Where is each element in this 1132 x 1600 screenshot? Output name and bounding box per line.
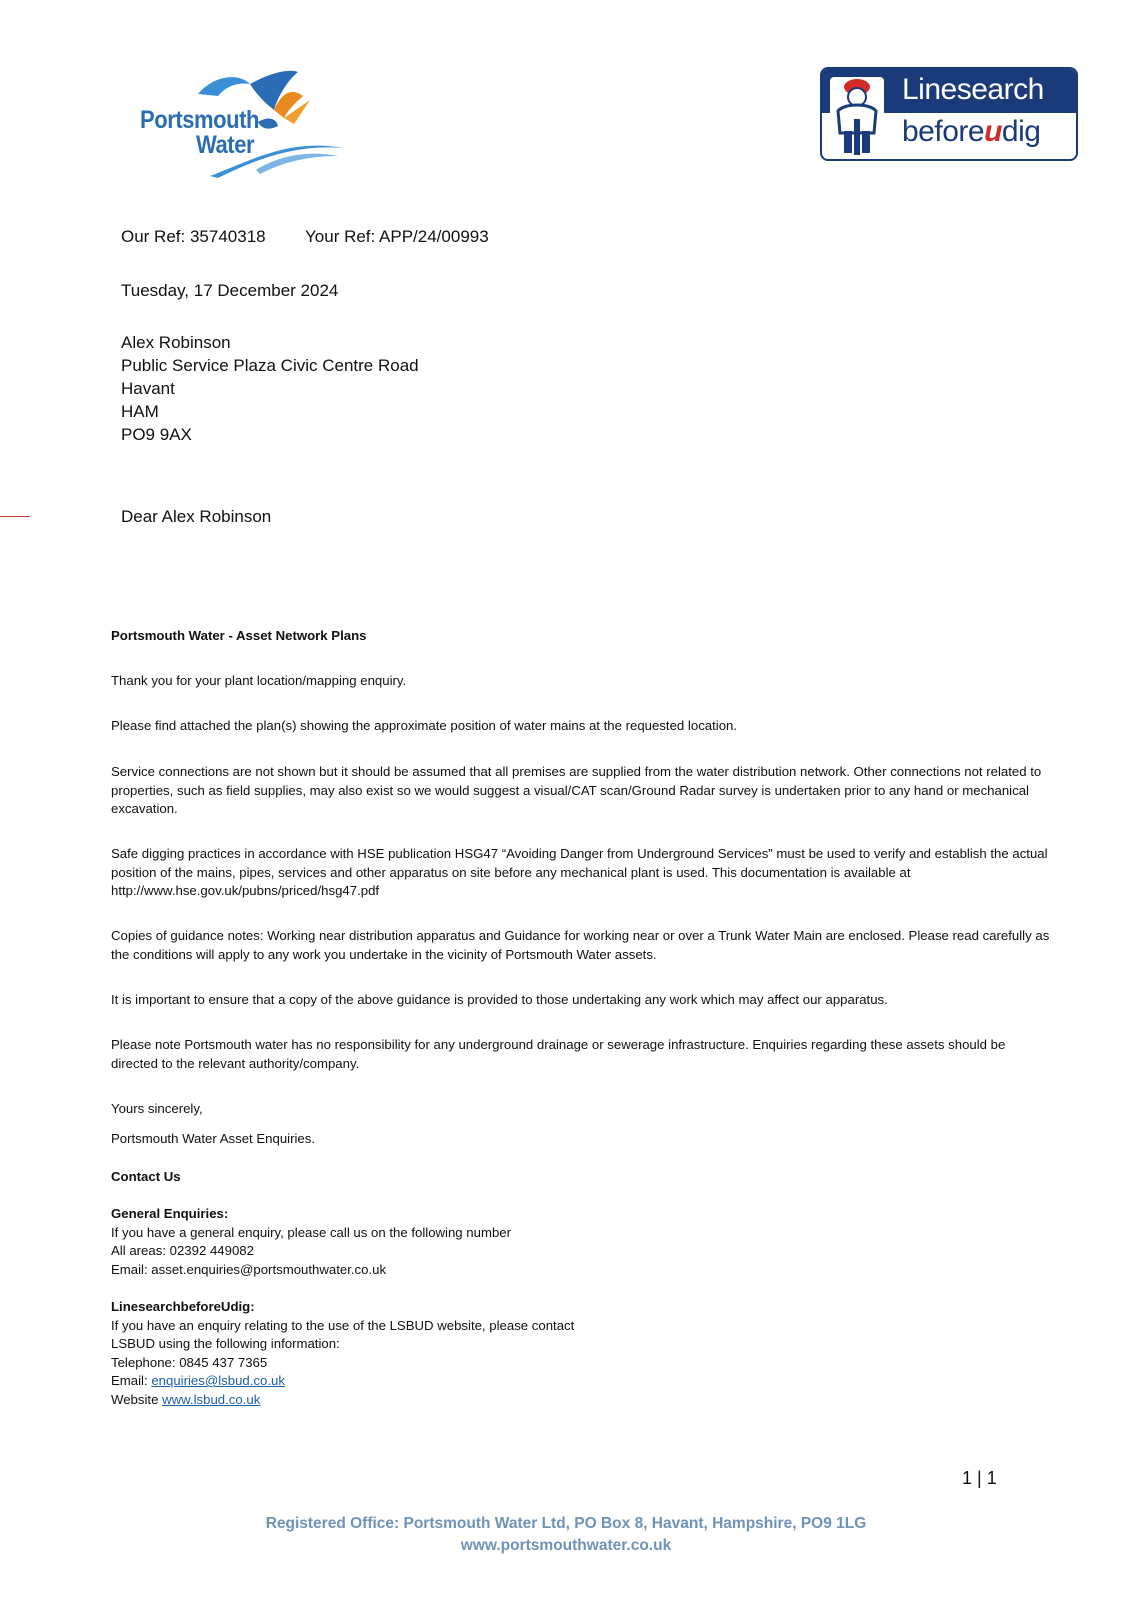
body-paragraph: It is important to ensure that a copy of the above guidance is provided to those undertaking any work which may affect our apparatus. (111, 992, 888, 1007)
lsbud-heading: LinesearchbeforeUdig: (111, 1299, 255, 1314)
general-enquiries-phone: All areas: 02392 449082 (111, 1243, 254, 1258)
body-paragraph: Copies of guidance notes: Working near distribution apparatus and Guidance for working near or over a Trunk Water Main are enclosed. Please read carefully as the conditions will apply to any work you undertake in the vicinity of Portsmouth Water assets. (111, 928, 1050, 962)
u-text: u (984, 115, 1002, 148)
body-paragraph: Safe digging practices in accordance with HSE publication HSG47 “Avoiding Danger from Underground Services” must be used to verify and establish the actual position of the mains, pipes, services and other apparatus on site before any mechanical plant is used. This documentation is available at http://www.hse.gov.uk/pubns/priced/hsg47.pdf (111, 846, 1048, 898)
lsbud-phone: Telephone: 0845 437 7365 (111, 1354, 268, 1370)
general-enquiries-heading: General Enquiries: (111, 1206, 229, 1221)
address-line: HAM (121, 402, 159, 421)
lsbud-email-row (111, 1372, 574, 1391)
lsbud-line: LSBUD using the following information: (111, 1336, 340, 1351)
margin-mark (0, 516, 30, 517)
body-paragraph: Service connections are not shown but it should be assumed that all premises are supplied from the water distribution network. Other connections not related to properties, such as field supplies, may also exist so we would suggest a visual/CAT scan/Ground Radar survey is undertaken prior to any hand or mechanical excavation. (111, 764, 1042, 816)
general-enquiries-email: Email: asset.enquiries@portsmouthwater.co.uk (111, 1261, 387, 1277)
dig-text: dig (1001, 115, 1041, 148)
signature: Portsmouth Water Asset Enquiries. (111, 1131, 315, 1146)
linesearch-logo-text: Linesearch (902, 73, 1044, 106)
address-line: Havant (121, 379, 175, 398)
body-paragraph: Please find attached the plan(s) showing the approximate position of water mains at the requested location. (111, 718, 738, 733)
body-paragraph: Thank you for your plant location/mapping enquiry. (111, 673, 407, 688)
general-enquiries (111, 1205, 511, 1279)
lsbud-line: If you have an enquiry relating to the use of the LSBUD website, please contact (111, 1317, 575, 1333)
before-text: before (902, 115, 985, 148)
recipient-address (121, 331, 419, 446)
lsbud-website-link[interactable]: www.lsbud.co.uk (162, 1391, 261, 1407)
closing: Yours sincerely, (111, 1101, 203, 1116)
beforeudig-logo-text (902, 115, 1040, 149)
page-number: 1 | 1 (962, 1468, 997, 1488)
letter-subject: Portsmouth Water - Asset Network Plans (111, 628, 367, 643)
address-line: Alex Robinson (121, 333, 231, 352)
email-label: Email: (111, 1373, 152, 1388)
letter-date: Tuesday, 17 December 2024 (121, 281, 339, 300)
address-line: PO9 9AX (121, 425, 192, 444)
portsmouth-water-logo (138, 66, 348, 186)
lsbud-email-link[interactable]: enquiries@lsbud.co.uk (151, 1373, 285, 1388)
lsbud-contact (111, 1298, 574, 1409)
footer-website: www.portsmouthwater.co.uk (460, 1537, 672, 1554)
digger-man-icon (826, 71, 888, 161)
contact-heading: Contact Us (111, 1169, 181, 1184)
portsmouth-logo-text-1: Portsmouth (140, 106, 260, 134)
website-label: Website (111, 1391, 163, 1407)
salutation: Dear Alex Robinson (121, 507, 272, 526)
body-paragraph: Please note Portsmouth water has no responsibility for any underground drainage or sewerage infrastructure. Enquiries regarding these assets should be directed to the relevant authority/company. (111, 1037, 1006, 1071)
lsbud-website-row (111, 1391, 574, 1410)
linesearch-logo (820, 67, 1078, 161)
address-line: Public Service Plaza Civic Centre Road (121, 356, 419, 375)
portsmouth-logo-text-2: Water (196, 131, 255, 159)
our-ref: Our Ref: 35740318 (121, 227, 266, 246)
general-enquiries-line: If you have a general enquiry, please call us on the following number (111, 1224, 512, 1240)
your-ref: Your Ref: APP/24/00993 (305, 227, 489, 246)
footer-registered-office: Registered Office: Portsmouth Water Ltd, PO Box 8, Havant, Hampshire, PO9 1LG (265, 1515, 867, 1532)
